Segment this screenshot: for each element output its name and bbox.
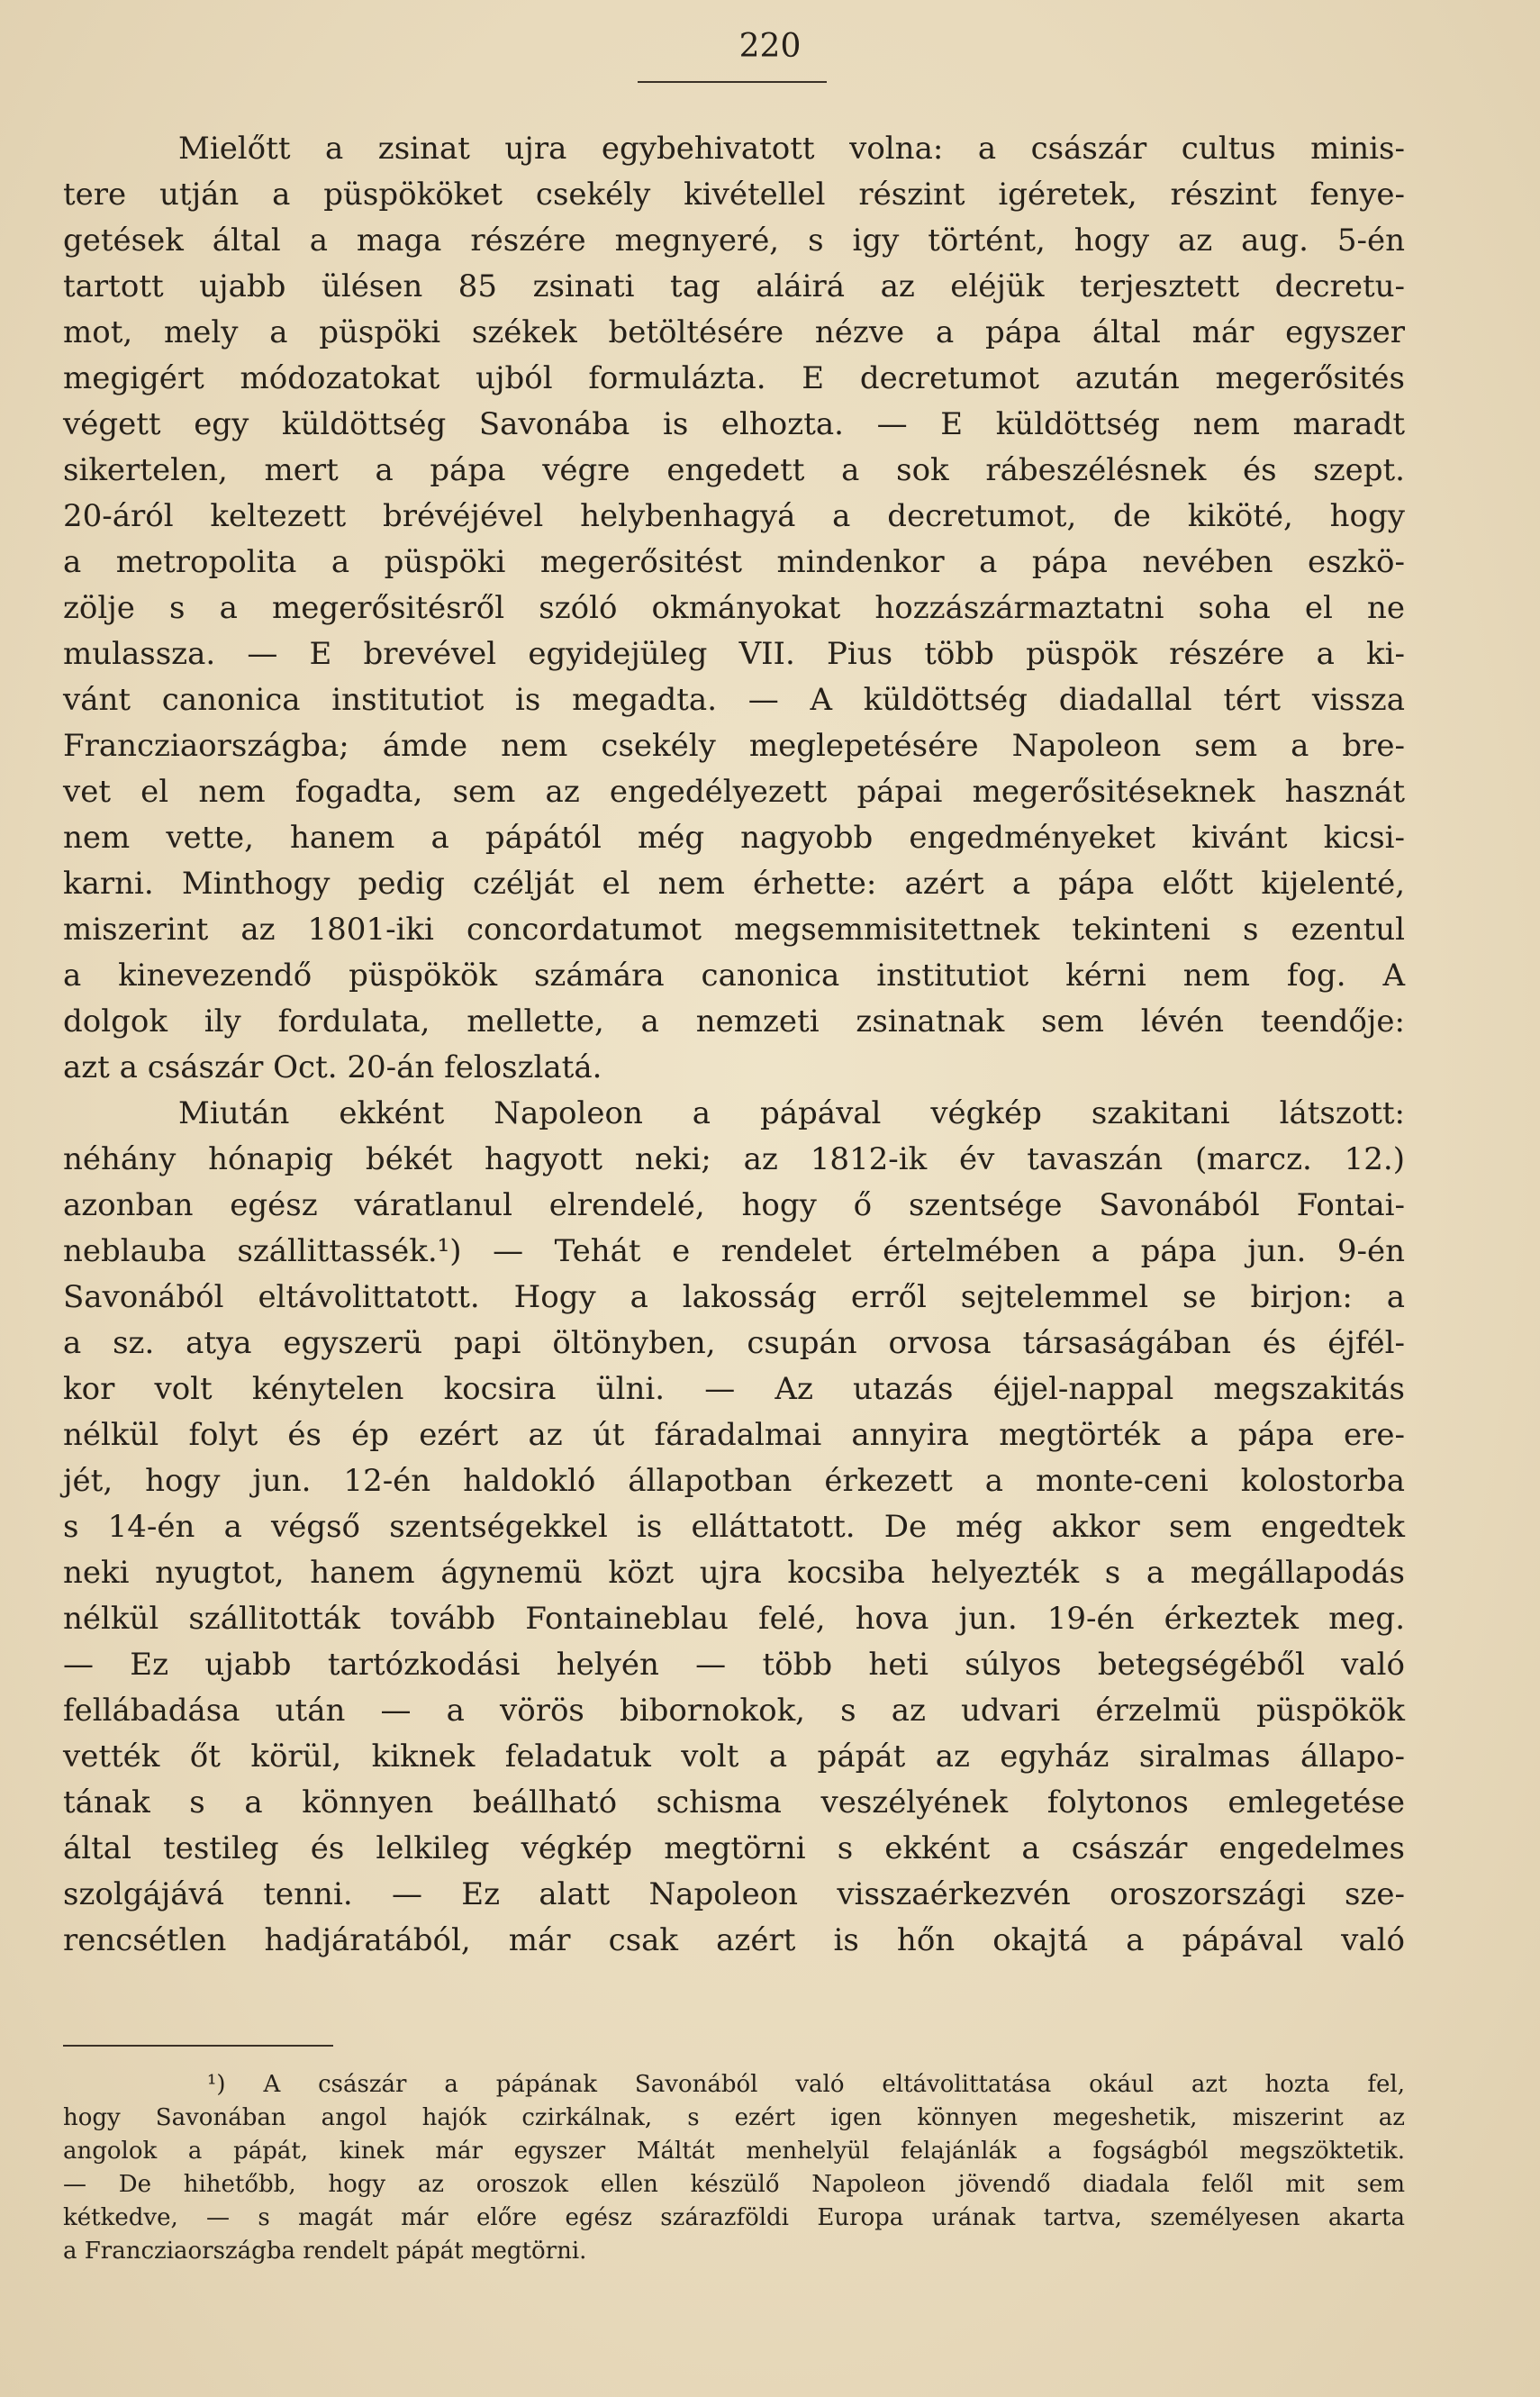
body-line: rencsétlen hadjáratából, már csak azért is hőn okajtá a pápával való [63, 1922, 1405, 1958]
body-line: 20-áról keltezett brévéjével helybenhagyá a decretumot, de kiköté, hogy [63, 498, 1405, 534]
footnote-line: — De hihetőbb, hogy az oroszok ellen készülő Napoleon jövendő diadala felől mit sem [63, 2171, 1405, 2198]
footnote-rule [63, 2045, 333, 2047]
body-line: tere utján a püspököket csekély kivétellel részint igéretek, részint fenye- [63, 177, 1405, 213]
body-line: Miután ekként Napoleon a pápával végkép szakitani látszott: [178, 1095, 1405, 1131]
body-line: neblauba szállittassék.¹) — Tehát e rendelet értelmében a pápa jun. 9-én [63, 1233, 1405, 1269]
body-line: Savonából eltávolittatott. Hogy a lakosság erről sejtelemmel se birjon: a [63, 1279, 1405, 1315]
body-line: miszerint az 1801-iki concordatumot megsemmisitettnek tekinteni s ezentul [63, 912, 1405, 948]
footnote-line: a Francziaországba rendelt pápát megtörni. [63, 2238, 587, 2265]
body-line: Francziaországba; ámde nem csekély meglepetésére Napoleon sem a bre- [63, 728, 1405, 764]
footnotes [63, 2068, 1405, 2268]
page-number: 220 [738, 28, 802, 65]
footnote-line: angolok a pápát, kinek már egyszer Máltát menhelyül felajánlák a fogságból megszöktetik. [63, 2138, 1405, 2165]
body-line: vették őt körül, kiknek feladatuk volt a pápát az egyház siralmas állapo- [63, 1739, 1405, 1775]
body-line: sikertelen, mert a pápa végre engedett a sok rábeszélésnek és szept. [63, 452, 1405, 488]
footnote-line: hogy Savonában angol hajók czirkálnak, s ezért igen könnyen megeshetik, miszerint az [63, 2104, 1405, 2131]
footnote-line: kétkedve, — s magát már előre egész szárazföldi Europa urának tartva, személyesen akarta [63, 2204, 1405, 2231]
body-line: néhány hónapig békét hagyott neki; az 1812-ik év tavaszán (marcz. 12.) [63, 1141, 1405, 1177]
body-line: tartott ujabb ülésen 85 zsinati tag aláirá az eléjük terjesztett decretu- [63, 268, 1405, 304]
body-line: mot, mely a püspöki székek betöltésére nézve a pápa által már egyszer [63, 314, 1405, 350]
header-rule [638, 81, 827, 83]
body-line: megigért módozatokat ujból formulázta. E decretumot azután megerősités [63, 360, 1405, 396]
body-line: nélkül folyt és ép ezért az út fáradalmai annyira megtörték a pápa ere- [63, 1417, 1405, 1453]
body-line: jét, hogy jun. 12-én haldokló állapotban érkezett a monte-ceni kolostorba [63, 1463, 1405, 1499]
body-line: szolgájává tenni. — Ez alatt Napoleon visszaérkezvén oroszországi sze- [63, 1876, 1405, 1912]
body-line: kor volt kénytelen kocsira ülni. — Az utazás éjjel-nappal megszakitás [63, 1371, 1405, 1407]
body-line: s 14-én a végső szentségekkel is elláttatott. De még akkor sem engedtek [63, 1509, 1405, 1545]
body-line: mulassza. — E brevével egyidejüleg VII. Pius több püspök részére a ki- [63, 636, 1405, 672]
body-line: dolgok ily fordulata, mellette, a nemzeti zsinatnak sem lévén teendője: [63, 1003, 1405, 1040]
body-line: nélkül szállitották tovább Fontaineblau felé, hova jun. 19-én érkeztek meg. [63, 1601, 1405, 1637]
body-line: fellábadása után — a vörös bibornokok, s az udvari érzelmü püspökök [63, 1693, 1405, 1729]
body-line: azt a császár Oct. 20-án feloszlatá. [63, 1049, 602, 1085]
body-line: vet el nem fogadta, sem az engedélyezett pápai megerősitéseknek hasznát [63, 774, 1405, 810]
body-line: nem vette, hanem a pápától még nagyobb engedményeket kivánt kicsi- [63, 820, 1405, 856]
body-line: Mielőtt a zsinat ujra egybehivatott volna: a császár cultus minis- [178, 131, 1405, 167]
body-text [63, 126, 1405, 1964]
body-line: által testileg és lelkileg végkép megtörni s ekként a császár engedelmes [63, 1830, 1405, 1866]
body-line: a kinevezendő püspökök számára canonica institutiot kérni nem fog. A [63, 958, 1405, 994]
body-line: azonban egész váratlanul elrendelé, hogy ő szentsége Savonából Fontai- [63, 1187, 1405, 1223]
body-line: a metropolita a püspöki megerősitést mindenkor a pápa nevében eszkö- [63, 544, 1405, 580]
body-line: getések által a maga részére megnyeré, s igy történt, hogy az aug. 5-én [63, 222, 1405, 259]
body-line: zölje s a megerősitésről szóló okmányokat hozzászármaztatni soha el ne [63, 590, 1405, 626]
footnote-line: ¹) A császár a pápának Savonából való eltávolittatása okául azt hozta fel, [207, 2071, 1405, 2098]
body-line: — Ez ujabb tartózkodási helyén — több heti súlyos betegségéből való [63, 1647, 1405, 1683]
body-line: vánt canonica institutiot is megadta. — A küldöttség diadallal tért vissza [63, 682, 1405, 718]
body-line: végett egy küldöttség Savonába is elhozta. — E küldöttség nem maradt [63, 406, 1405, 442]
body-line: a sz. atya egyszerü papi öltönyben, csupán orvosa társaságában és éjfél- [63, 1325, 1405, 1361]
body-line: karni. Minthogy pedig czélját el nem érhette: azért a pápa előtt kijelenté, [63, 866, 1405, 902]
body-line: tának s a könnyen beállható schisma veszélyének folytonos emlegetése [63, 1784, 1405, 1820]
body-line: neki nyugtot, hanem ágynemü közt ujra kocsiba helyezték s a megállapodás [63, 1555, 1405, 1591]
